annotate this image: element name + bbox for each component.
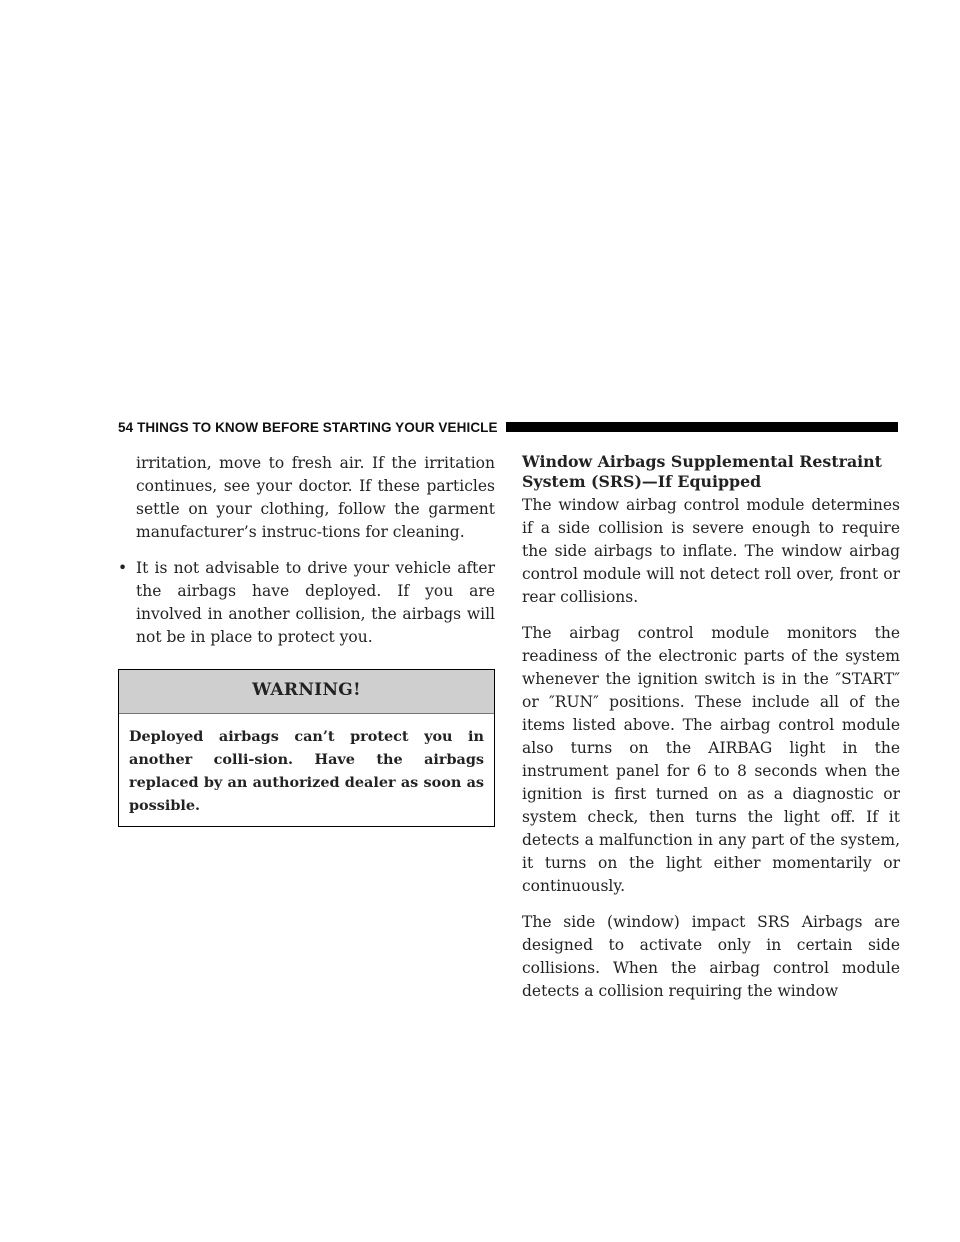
- section-heading: Window Airbags Supplemental Restraint System (SRS)—If Equipped: [522, 452, 882, 491]
- bullet-text: It is not advisable to drive your vehicle after the airbags have deployed. If you are involved in another collision, the airbags will not be in place to protect you.: [136, 559, 495, 646]
- warning-box: [118, 669, 495, 827]
- continued-paragraph: irritation, move to fresh air. If the irritation continues, see your doctor. If these particles settle on your clothing, follow the garment manufacturer’s instruc-tions for cleaning.: [136, 454, 495, 541]
- page-header: [118, 417, 898, 437]
- running-head: 54 THINGS TO KNOW BEFORE STARTING YOUR VEHICLE: [118, 419, 498, 435]
- paragraph-3: The side (window) impact SRS Airbags are designed to activate only in certain side collisions. When the airbag control module detects a collision requiring the window: [522, 913, 900, 1000]
- bullet-icon: •: [118, 559, 128, 577]
- paragraph-2: The airbag control module monitors the readiness of the electronic parts of the system whenever the ignition switch is in the ″START″ or ″RUN″ positions. These include all of the items listed above. The airbag control module also turns on the AIRBAG light in the instrument panel for 6 to 8 seconds when the ignition is first turned on as a diagnostic or system check, then turns the light off. If it detects a malfunction in any part of the system, it turns on the light either momentarily or continuously.: [522, 624, 900, 895]
- right-column: [522, 452, 900, 1016]
- warning-title: WARNING!: [119, 670, 494, 714]
- paragraph-1: The window airbag control module determines if a side collision is severe enough to require the side airbags to inflate. The window airbag control module will not detect roll over, front or rear collisions.: [522, 496, 900, 606]
- header-rule: [506, 422, 898, 432]
- left-column: [118, 452, 495, 827]
- bullet-item: [118, 557, 495, 649]
- warning-body: Deployed airbags can’t protect you in another colli-sion. Have the airbags replaced by an authorized dealer as soon as possible.: [129, 728, 484, 814]
